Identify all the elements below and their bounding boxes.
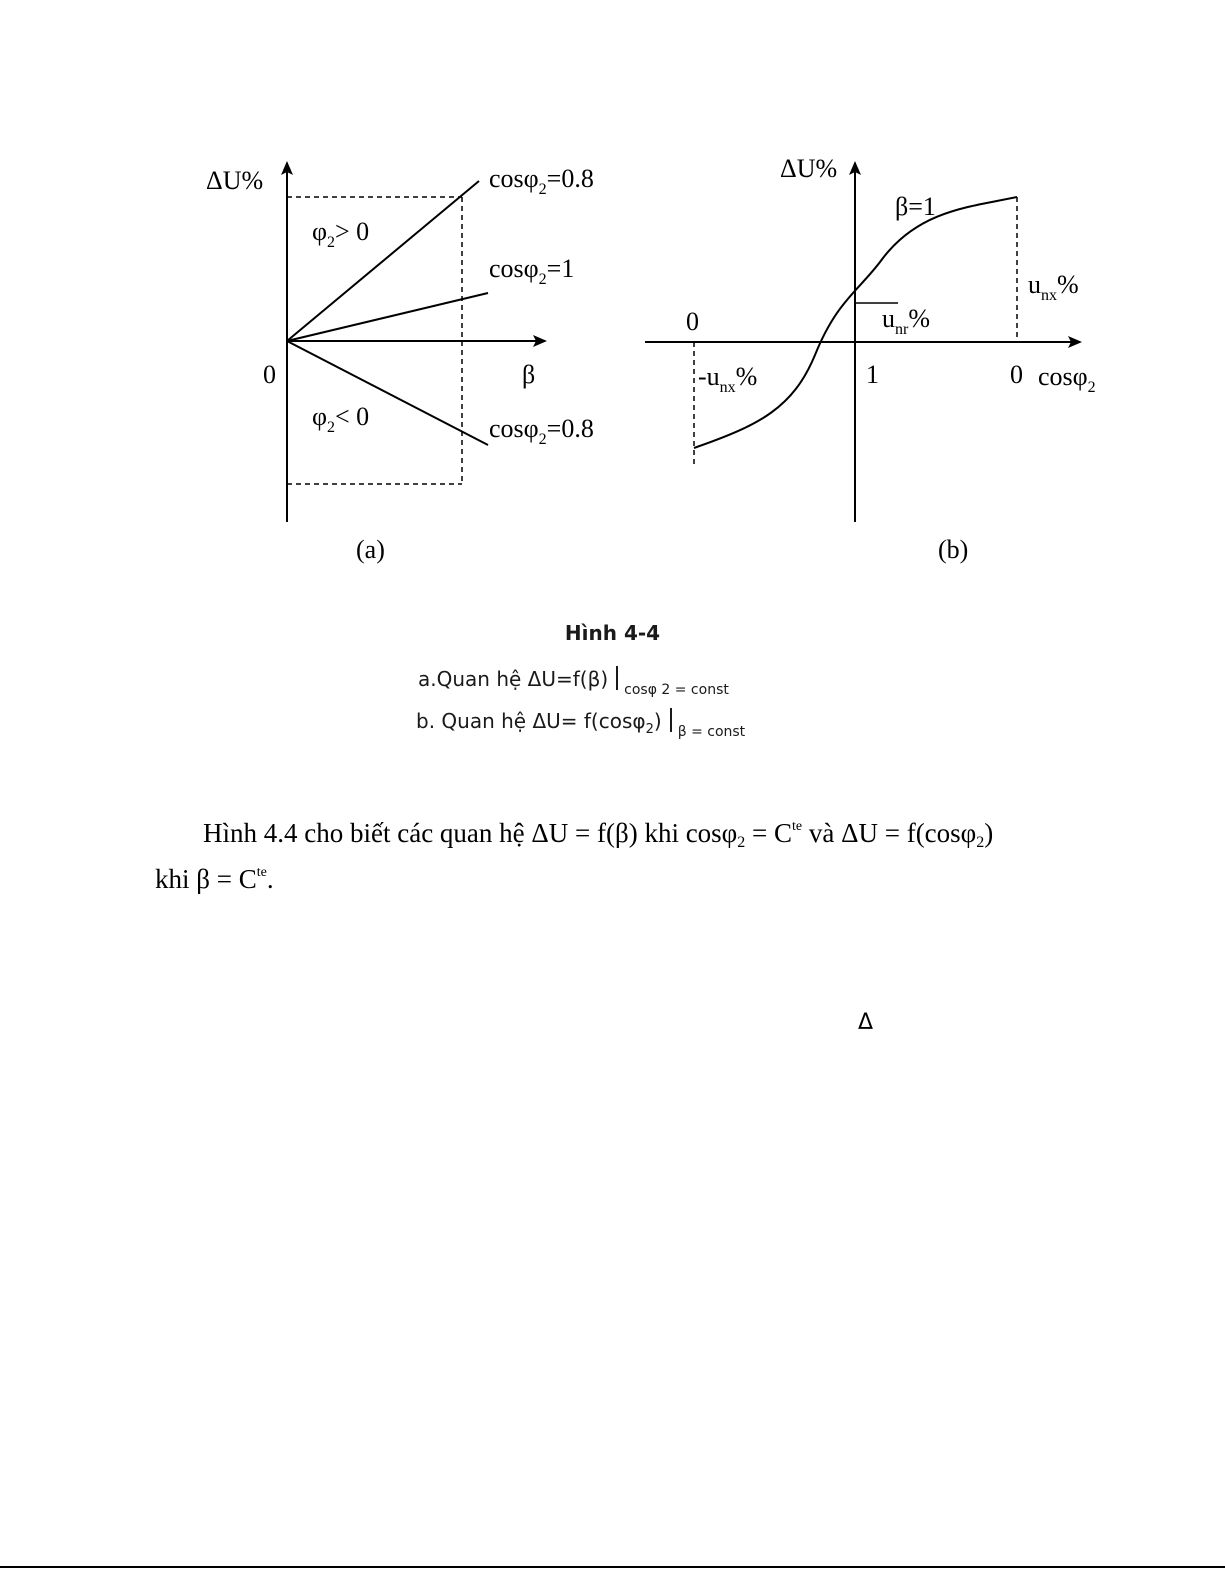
caption-b-condition: β = const	[677, 724, 746, 740]
caption-a-bar	[616, 666, 618, 690]
region-lower-label: $\varphi_2< 0$	[312, 402, 370, 436]
panel-a-x-axis-label: β	[522, 360, 536, 389]
p1-text-b: = C	[745, 818, 793, 848]
bottom-rule	[0, 1566, 1225, 1568]
panel-a	[206, 163, 594, 564]
caption-b-text: b. Quan hệ ΔU= f(cosφ	[416, 709, 646, 733]
paragraph-line-2	[155, 864, 274, 895]
panel-a-y-axis-label: ΔU%	[206, 166, 264, 195]
unx-negative-label: $-u_{nx}\%$	[698, 362, 758, 396]
left-zero-label: 0	[686, 307, 699, 336]
p2-text-b: .	[266, 864, 274, 894]
p1-text-c: và ΔU = f(cosφ	[802, 818, 977, 848]
panel-a-origin-label: 0	[263, 360, 276, 389]
caption-a-condition: cosφ 2 = const	[624, 682, 729, 698]
panel-b-y-axis-label: ΔU%	[780, 154, 838, 183]
one-label: 1	[866, 360, 879, 389]
unx-positive-label: $u_{nx}\%$	[1028, 270, 1079, 304]
panel-b-x-axis-label: cosφ$_2$	[1038, 362, 1096, 396]
panel-b	[645, 154, 1096, 564]
p1-sup-a: te	[792, 819, 803, 834]
caption-b-suffix: )	[653, 709, 662, 733]
caption-b-sub: 2	[645, 722, 654, 737]
p1-sub-b: 2	[976, 834, 985, 851]
line-bottom-label: cosφ$_2$=0.8	[489, 414, 594, 448]
figure-4-4	[0, 0, 1225, 620]
caption-b-bar	[670, 708, 672, 732]
figure-caption-line-b	[416, 708, 745, 740]
panel-a-label: (a)	[356, 535, 385, 564]
paragraph-line-1	[203, 818, 993, 852]
curve-label: β=1	[895, 192, 936, 221]
p1-text-d: )	[984, 818, 994, 848]
caption-a-text: a.Quan hệ ΔU=f(β)	[418, 667, 609, 691]
line-cos-0-8-lagging	[287, 181, 479, 341]
right-zero-label: 0	[1010, 360, 1023, 389]
p1-sub-a: 2	[737, 834, 746, 851]
p2-sup: te	[256, 865, 267, 880]
unr-label: $u_{nr}\%$	[882, 304, 930, 338]
panel-b-label: (b)	[938, 535, 969, 564]
stray-delta-symbol: Δ	[858, 1010, 874, 1035]
region-upper-label: $\varphi_2> 0$	[312, 217, 370, 251]
line-top-label: cosφ$_2$=0.8	[489, 164, 594, 198]
p2-text-a: khi β = C	[155, 864, 257, 894]
p1-text-a: Hình 4.4 cho biết các quan hệ ΔU = f(β) khi cosφ	[203, 818, 738, 848]
figure-caption-line-a	[418, 666, 729, 698]
figure-caption-title: Hình 4-4	[564, 621, 661, 645]
line-mid-label: cosφ$_2$=1	[489, 254, 575, 288]
